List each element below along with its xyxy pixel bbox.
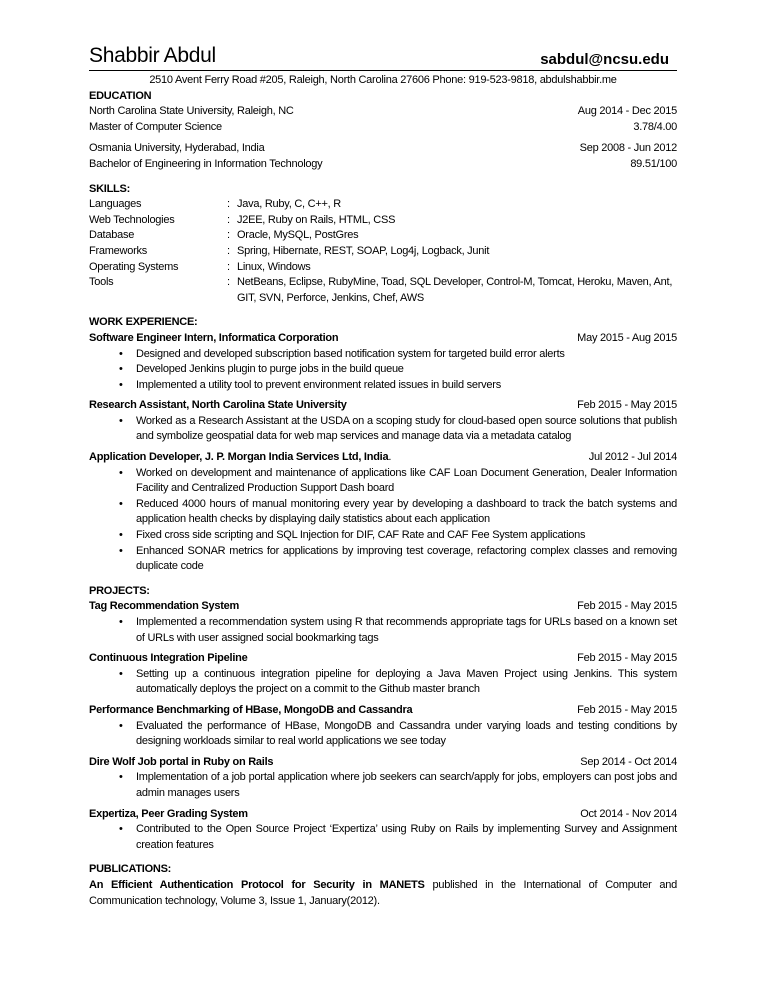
education-section xyxy=(89,104,677,172)
degree-name: Bachelor of Engineering in Information Technology xyxy=(89,157,323,170)
candidate-name: Shabbir Abdul xyxy=(89,44,216,67)
bullet-list xyxy=(89,414,677,445)
entry-dates: Feb 2015 - May 2015 xyxy=(577,703,677,716)
skill-label: Operating Systems xyxy=(89,260,179,273)
skill-value: Spring, Hibernate, REST, SOAP, Log4j, Logback, Junit xyxy=(237,244,490,257)
education-entry-row xyxy=(89,104,677,120)
entry-title-wrap xyxy=(89,703,412,719)
skill-colon: : xyxy=(227,244,230,257)
skill-value: NetBeans, Eclipse, RubyMine, Toad, SQL Developer, Control-M, Tomcat, Heroku, Maven, Ant, GIT, SVN, Perforce, Jenkins, Chef, AWS xyxy=(237,276,673,304)
skill-colon: : xyxy=(227,276,230,289)
bullet-list xyxy=(89,770,677,801)
skill-label: Languages xyxy=(89,198,142,211)
publications-heading: PUBLICATIONS: xyxy=(89,863,172,876)
entry-title-suffix: . xyxy=(388,451,392,464)
entry-title: Application Developer, J. P. Morgan India Services Ltd, India xyxy=(89,451,389,464)
entry-title: Dire Wolf Job portal in Ruby on Rails xyxy=(89,755,274,768)
entry-dates: Oct 2014 - Nov 2014 xyxy=(580,807,677,820)
skill-label: Frameworks xyxy=(89,244,148,257)
resume-header xyxy=(89,44,677,71)
bullet-item: • Fixed cross side scripting and SQL Injection for DIF, CAF Rate and CAF Fee System applications xyxy=(89,528,677,544)
bullet-item: • Implemented a utility tool to prevent environment related issues in build servers xyxy=(89,378,677,394)
skill-row xyxy=(89,275,677,306)
skill-label: Database xyxy=(89,229,135,242)
entry-title-row xyxy=(89,807,677,823)
entry-dates: May 2015 - Aug 2015 xyxy=(577,331,677,344)
bullet-list xyxy=(89,466,677,575)
skill-label: Web Technologies xyxy=(89,213,175,226)
publication-title: An Efficient Authentication Protocol for Security in MANETS xyxy=(89,878,425,891)
entry-title: Research Assistant, North Carolina State University xyxy=(89,399,347,412)
bullet-list xyxy=(89,347,677,394)
skill-value: Linux, Windows xyxy=(237,260,311,273)
entry-title-row xyxy=(89,331,677,347)
entry-dates: Feb 2015 - May 2015 xyxy=(577,652,677,665)
work-section xyxy=(89,331,677,575)
entry-title-wrap xyxy=(89,450,391,466)
bullet-item: • Reduced 4000 hours of manual monitoring every year by developing a dashboard to track the batch systems and application health checks by displaying daily statistics about each application xyxy=(89,497,677,528)
entry-dates: Feb 2015 - May 2015 xyxy=(577,600,677,613)
education-dates: Sep 2008 - Jun 2012 xyxy=(579,142,677,155)
bullet-item: • Worked as a Research Assistant at the USDA on a scoping study for cloud-based open source solutions that publish and symbolize geospatial data for web map services and manage data via a metadata catalog xyxy=(89,414,677,445)
entry-title-wrap xyxy=(89,755,273,771)
entry-title-wrap xyxy=(89,807,248,823)
skill-value: Oracle, MySQL, PostGres xyxy=(237,229,359,242)
projects-section xyxy=(89,599,677,853)
bullet-list xyxy=(89,822,677,853)
skill-colon: : xyxy=(227,229,230,242)
bullet-item: • Designed and developed subscription based notification system for targeted build error alerts xyxy=(89,347,677,363)
skill-value: Java, Ruby, C, C++, R xyxy=(237,198,341,211)
skill-row xyxy=(89,213,677,229)
bullet-list xyxy=(89,719,677,750)
skill-row xyxy=(89,197,677,213)
school-name: Osmania University, Hyderabad, India xyxy=(89,142,265,155)
skill-value: J2EE, Ruby on Rails, HTML, CSS xyxy=(237,213,396,226)
entry-title-row xyxy=(89,755,677,771)
entry-title: Performance Benchmarking of HBase, MongoDB and Cassandra xyxy=(89,703,413,716)
entry-title-wrap xyxy=(89,651,247,667)
skills-section xyxy=(89,197,677,306)
grade: 89.51/100 xyxy=(630,157,677,170)
entry-title-row xyxy=(89,398,677,414)
skill-row xyxy=(89,244,677,260)
entry-title-row xyxy=(89,651,677,667)
skill-colon: : xyxy=(227,198,230,211)
entry-title: Tag Recommendation System xyxy=(89,600,240,613)
bullet-item: • Evaluated the performance of HBase, MongoDB and Cassandra under varying loads and testing conditions by designing workloads similar to real world applications we see today xyxy=(89,719,677,750)
contact-address: 2510 Avent Ferry Road #205, Raleigh, North Carolina 27606 Phone: 919-523-9818, abdulshabbir.me xyxy=(149,74,617,86)
bullet-item: • Enhanced SONAR metrics for applications by improving test coverage, refactoring complex classes and removing duplicate code xyxy=(89,544,677,575)
entry-dates: Sep 2014 - Oct 2014 xyxy=(580,755,677,768)
bullet-list xyxy=(89,615,677,646)
bullet-item: • Worked on development and maintenance of applications like CAF Loan Document Generation, Dealer Information Facility and Centralized Production Support Dash board xyxy=(89,466,677,497)
education-degree-row xyxy=(89,120,677,136)
entry-title-wrap xyxy=(89,331,338,347)
education-dates: Aug 2014 - Dec 2015 xyxy=(577,105,677,118)
entry-title-row xyxy=(89,703,677,719)
bullet-list xyxy=(89,667,677,698)
bullet-item: • Developed Jenkins plugin to purge jobs in the build queue xyxy=(89,362,677,378)
education-degree-row xyxy=(89,157,677,173)
skill-colon: : xyxy=(227,260,230,273)
entry-title-wrap xyxy=(89,599,239,615)
bullet-item: • Contributed to the Open Source Project ‘Expertiza’ using Ruby on Rails by implementing Survey and Assignment creation features xyxy=(89,822,677,853)
entry-title-wrap xyxy=(89,398,347,414)
skill-label: Tools xyxy=(89,276,114,289)
entry-title: Expertiza, Peer Grading System xyxy=(89,807,248,820)
education-entry-row xyxy=(89,141,677,157)
work-heading: WORK EXPERIENCE: xyxy=(89,316,198,329)
education-heading: EDUCATION xyxy=(89,89,152,102)
skill-colon: : xyxy=(227,213,230,226)
email-address: sabdul@ncsu.edu xyxy=(540,51,669,69)
school-name: North Carolina State University, Raleigh, NC xyxy=(89,105,294,118)
entry-title-row xyxy=(89,599,677,615)
publication-details: published in the International of Computer and Communication technology, Volume 3, Issue 1, January(2012). xyxy=(89,878,677,907)
skill-row xyxy=(89,260,677,276)
publication-entry xyxy=(89,878,677,909)
projects-heading: PROJECTS: xyxy=(89,584,150,597)
degree-name: Master of Computer Science xyxy=(89,120,222,133)
entry-dates: Jul 2012 - Jul 2014 xyxy=(588,451,677,464)
entry-title: Continuous Integration Pipeline xyxy=(89,652,248,665)
bullet-item: • Implementation of a job portal application where job seekers can search/apply for jobs, employers can post jobs and admin manages users xyxy=(89,770,677,801)
entry-dates: Feb 2015 - May 2015 xyxy=(577,399,677,412)
skill-row xyxy=(89,228,677,244)
grade: 3.78/4.00 xyxy=(633,120,677,133)
bullet-item: • Setting up a continuous integration pipeline for deploying a Java Maven Project using Jenkins. This system automatically deploys the project on a commit to the Github master branch xyxy=(89,667,677,698)
skills-heading: SKILLS: xyxy=(89,182,131,195)
entry-title: Software Engineer Intern, Informatica Corporation xyxy=(89,331,339,344)
entry-title-row xyxy=(89,450,677,466)
resume-document xyxy=(89,44,677,909)
bullet-item: • Implemented a recommendation system using R that recommends appropriate tags for URLs based on a known set of URLs with user assigned social bookmarking tags xyxy=(89,615,677,646)
